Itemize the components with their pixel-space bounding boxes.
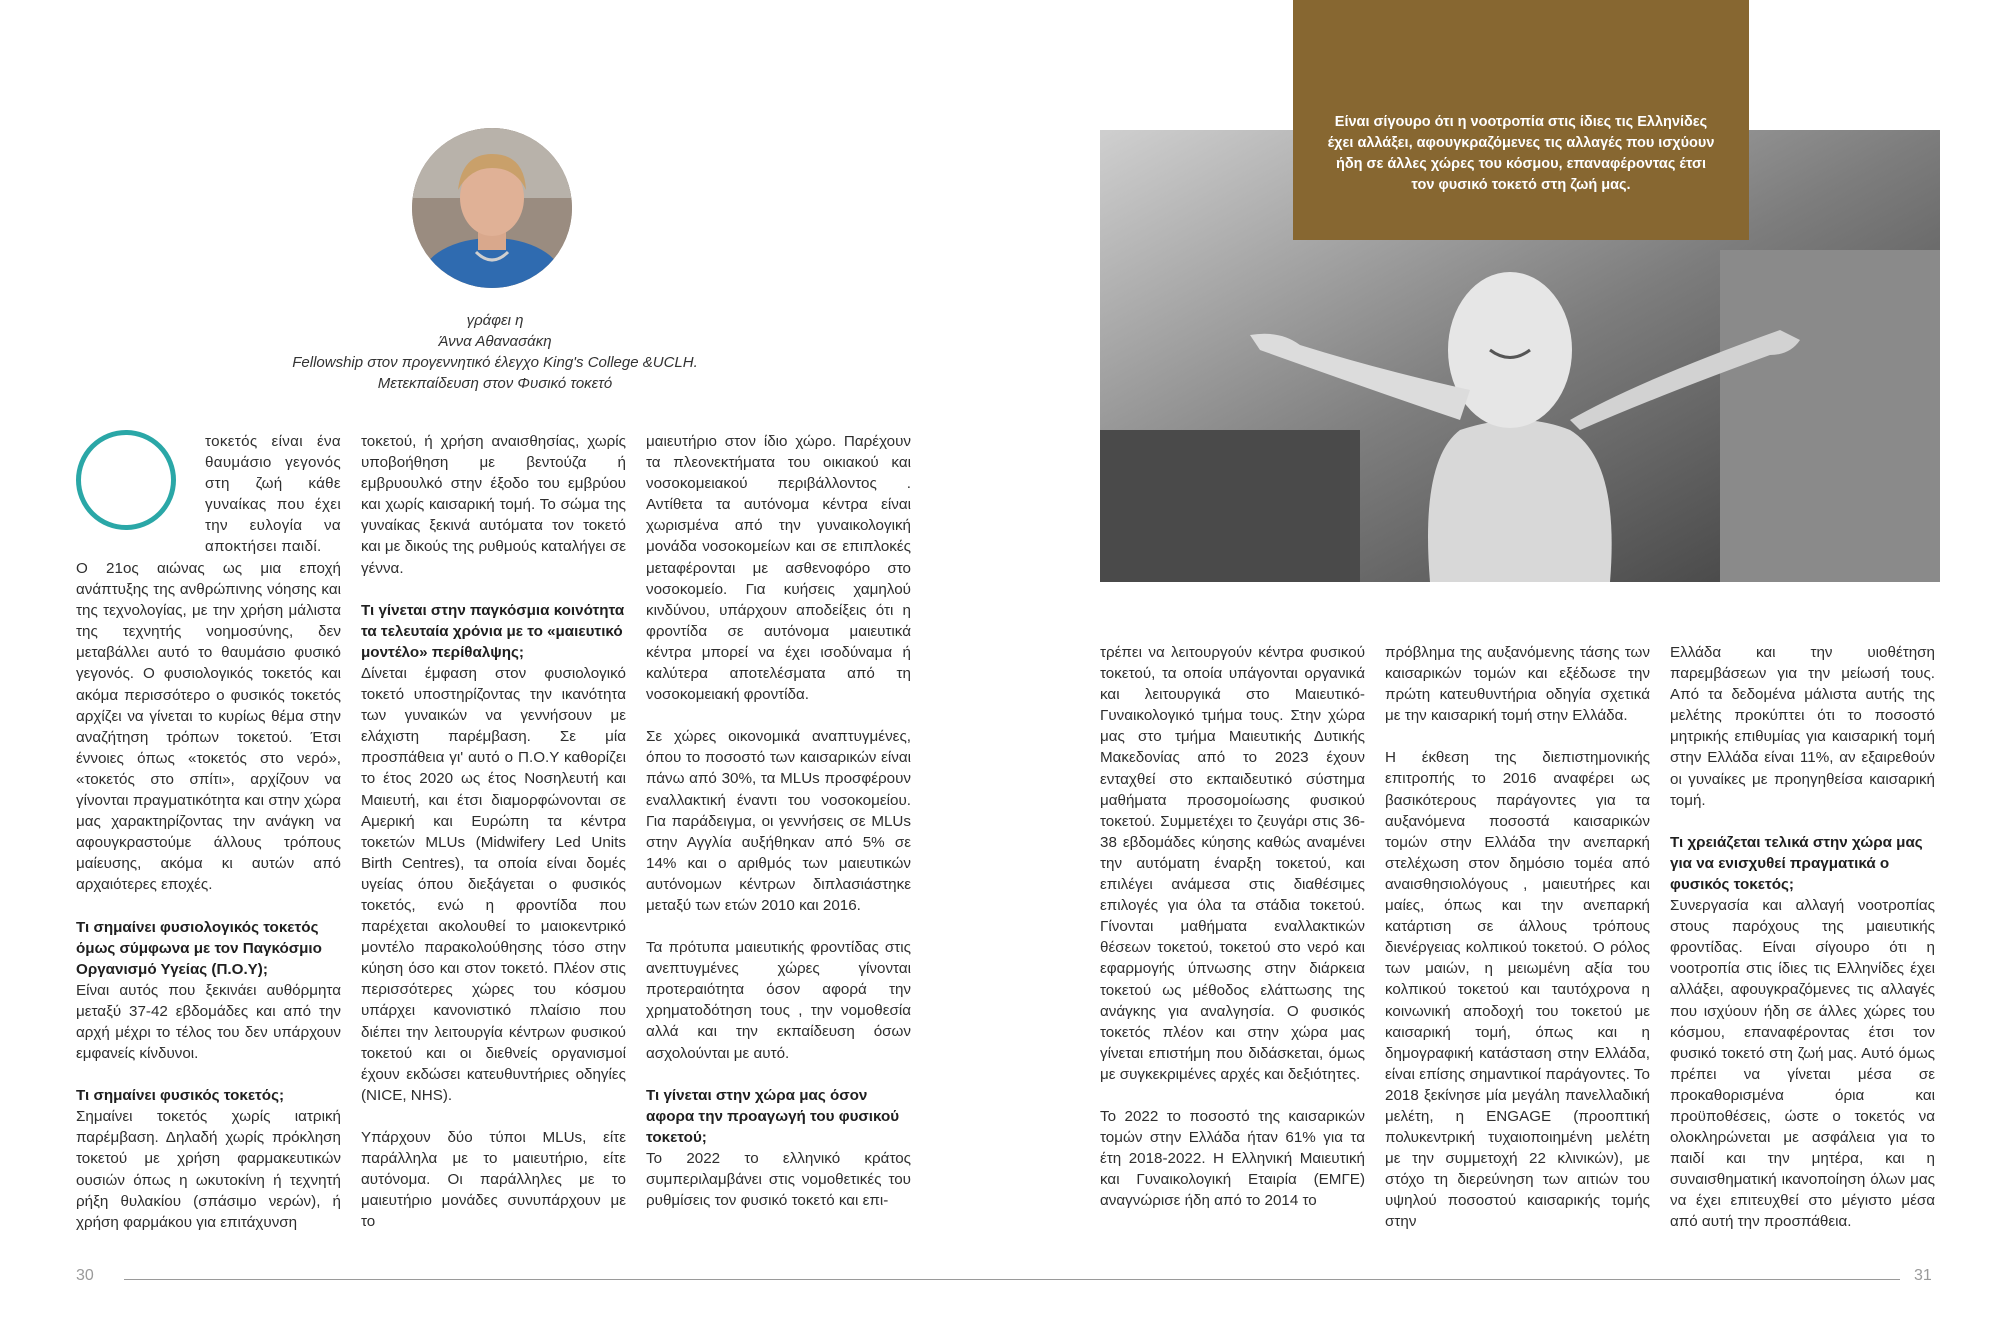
paragraph: Είναι αυτός που ξεκινάει αυθόρμητα μεταξύ 37-42 εβδομάδες και από την αρχή μέχρι το τέλος του δεν υπάρχουν εμφανείς κίνδυνοι. [76,981,341,1063]
subheading: Τι γίνεται στην παγκόσμια κοινότητα τα τελευταία χρόνια με το «μαιευτικό μοντέλο» περίθαλψης; [361,601,625,661]
subheading: Τι γίνεται στην χώρα μας όσον αφορα την προαγωγή του φυσικού τοκετού; [646,1086,900,1146]
paragraph: Υπάρχουν δύο τύποι MLUs, είτε παράλληλα με το μαιευτήριο, είτε αυτόνομα. Οι παράλληλες με το μαιευτήριο μονάδες συνυπάρχουν με το [361,1128,626,1231]
subheading: Τι σημαίνει φυσιολογικός τοκετός όμως σύμφωνα με τον Παγκόσμιο Οργανισμό Υγείας (Π.Ο.Υ); [76,918,322,978]
left-column-3 [646,431,911,1232]
author-credential-1: Fellowship στον προγεννητικό έλεγχο King's College &UCLH. [292,354,698,371]
paragraph: Ελλάδα και την υιοθέτηση παρεμβάσεων για την μείωσή τους. Από τα δεδομένα μάλιστα αυτής της μελέτης προκύπτει ότι το ποσοστό μητρικής επιθυμίας για καισαρική τομή στην Ελλάδα είναι 11%, αν εξαιρεθούν οι γυναίκες με προηγηθείσα καισαρική τομή. [1670,644,1935,809]
intro-text: τοκετός είναι ένα θαυμάσιο γεγονός στη ζωή κάθε γυναίκας που έχει την ευλογία να αποκτήσει παιδί. [205,433,341,556]
author-name: Άννα Αθανασάκη [438,333,552,350]
paragraph: μαιευτήριο στον ίδιο χώρο. Παρέχουν τα πλεονεκτήματα του οικιακού και νοσοκομειακού περιβάλλοντος . Αντίθετα τα αυτόνομα κέντρα είναι χωρισμένα από την γυναικολογική μονάδα νοσοκομείων και σε επιπλοκές μεταφέρονται με ασθενοφόρο στο νοσοκομείο. Για κυήσεις χαμηλού κινδύνου, υπάρχουν αποδείξεις ότι η φροντίδα σε αυτόνομα μαιευτικά κέντρα μπορεί να έχει ισοδύναμα ή καλύτερα αποτελέσματα από τη νοσοκομειακή φροντίδα. [646,433,911,704]
dropcap-o [76,430,176,530]
paragraph: Δίνεται έμφαση στον φυσιολογικό τοκετό υποστηρίζοντας την ικανότητα των γυναικών να γεννήσουν με ελάχιστη παρέμβαση. Σε μία προσπάθεια γι' αυτό ο Π.Ο.Υ καθορίζει το έτος 2020 ως έτος Νοσηλευτή και Μαιευτή, και έτσι διαμορφώνονται σε Αμερική και Ευρώπη τα κέντρα τοκετών MLUs (Midwifery Led Units Birth Centres), τα οποία είναι δομές υγείας όπου διεξάγεται ο φυσικός τοκετός, ενώ η φροντίδα που παρέχεται ακολουθεί το μαιοκεντρικό μοντέλο παρακολούθησης τόσο στην κύηση όσο και στον τοκετό. Πλέον στις περισσότερες χώρες του κόσμου υπάρχει κανονιστικό πλαίσιο που διέπει την λειτουργία κέντρων φυσικού τοκετού και οι διεθνείς οργανισμοί έχουν εκδώσει κατευθυντήριες οδηγίες (NICE, NHS). [361,664,626,1104]
page-number-left: 30 [76,1267,94,1284]
right-column-2 [1385,642,1650,1254]
paragraph: Τα πρότυπα μαιευτικής φροντίδας στις ανεπτυγμένες χώρες γίνονται προτεραιότητα όσον αφορά την χρηματοδότηση τους , την νομοθεσία αλλά και την εκπαίδευση όσων ασχολούνται με αυτό. [646,939,911,1062]
paragraph: Συνεργασία και αλλαγή νοοτροπίας στους παρόχους της μαιευτικής φροντίδας. Είναι σίγουρο ότι η νοοτροπία στις ίδιες τις Ελληνίδες έχει αλλάξει, αφουγκραζόμενες τις αλλαγές που ισχύουν ήδη σε άλλες χώρες του κόσμου, επαναφέροντας έτσι τον φυσικό τοκετό στη ζωή μας. Αυτό όμως πρέπει να γίνεται μέσα σε προκαθορισμένα όρια και προϋποθέσεις, ώστε ο τοκετός να ολοκληρώνεται με ασφάλεια για το παιδί και την μητέρα, και η συναισθηματική ικανοποίηση όλων μας να έχει επιτευχθεί στο μέγιστο μέσα από αυτή την προσπάθεια. [1670,897,1935,1231]
byline-writes: γράφει η [466,312,524,329]
paragraph: Ο 21ος αιώνας ως μια εποχή ανάπτυξης της ανθρώπινης νόησης και της τεχνολογίας, με την χρήση μάλιστα της τεχνητής νοημοσύνης, δεν μεταβάλλει αυτό το θαυμάσιο φυσικό γεγονός. Ο φυσιολογικός τοκετός και ακόμα περισσότερο ο φυσικός τοκετός αρχίζει να γίνεται το κυρίως θέμα στην αναζήτηση τρόπων τοκετού. Έτσι έννοιες όπως «τοκετός στο νερό», «τοκετός στο σπίτι», αρχίζουν να γίνονται πραγματικότητα και στην χώρα μας χαρακτηρίζοντας την ανάγκη να αφουγκραστούμε άλλους τρόπους μαίευσης, ακόμα κι αυτών από αρχαιότερες εποχές. [76,560,341,894]
left-column-2 [361,431,626,1253]
paragraph: Σημαίνει τοκετός χωρίς ιατρική παρέμβαση. Δηλαδή χωρίς πρόκληση τοκετού με χρήση φαρμακευτικών ουσιών όπως η ωκυτοκίνη ή τεχνητή ρήξη θυλακίου (σπάσιμο νερών), ή χρήση φαρμάκου για επιτάχυνση [76,1108,341,1231]
paragraph: Το 2022 το ποσοστό της καισαρικών τομών στην Ελλάδα ήταν 61% για τα έτη 2018-2022. Η Ελληνική Μαιευτική και Γυναικολογική Εταιρία (ΕΜΓΕ) αναγνώρισε ήδη από το 2014 το [1100,1107,1365,1210]
subheading: Τι σημαίνει φυσικός τοκετός; [76,1087,285,1105]
paragraph: Σε χώρες οικονομικά αναπτυγμένες, όπου το ποσοστό των καισαρικών είναι πάνω από 30%, τα MLUs προσφέρουν εναλλακτική έναντι του νοσοκομείου. Για παράδειγμα, οι γεννήσεις σε MLUs στην Αγγλία αυξήθηκαν από 5% σε 14% και ο αριθμός των μαιευτικών αυτόνομων κέντρων διπλασιάστηκε μεταξύ των ετών 2010 και 2016. [646,728,911,914]
right-page [1000,0,2000,1333]
left-column-1 [76,558,341,1254]
subheading: Τι χρειάζεται τελικά στην χώρα μας για να ενισχυθεί πραγματικά ο φυσικός τοκετός; [1670,833,1923,893]
right-column-1 [1100,642,1365,1232]
portrait-photo [412,128,572,288]
author-credential-2: Μετεκπαίδευση στον Φυσικό τοκετό [377,375,613,392]
pull-quote: Είναι σίγουρο ότι η νοοτροπία στις ίδιες τις Ελληνίδες έχει αλλάξει, αφουγκραζόμενες τις αλλαγές που ισχύουν ήδη σε άλλες χώρες του κόσμου, επαναφέροντας έτσι τον φυσικό τοκετό στη ζωή μας. [1327,114,1715,193]
author-avatar [412,128,572,288]
paragraph: Η έκθεση της διεπιστημονικής επιτροπής το 2016 αναφέρει ως βασικότερους παράγοντες για τα αυξανόμενα ποσοστά καισαρικών τομών στην Ελλάδα την ανεπαρκή στελέχωση στον δημόσιο τομέα από αναισθησιολόγους , μαιευτήρες και μαίες, όπως και την ανεπαρκή κατάρτιση σε άλλους τρόπους διενέργειας κολπικού τοκετού. Ο ρόλος των μαιών, η μειωμένη αξία του κολπικού τοκετού και ταυτόχρονα η κοινωνική αποδοχή του τοκετού με καισαρική τομή, όπως και η δημογραφική κατάσταση στην Ελλάδα, είναι επίσης σημαντικοί παράγοντες. Το 2018 ξεκίνησε μία μεγάλη πανελλαδική μελέτη, η ENGAGE (προοπτική πολυκεντρική τυχαιοποιημένη μελέτη με την συμμετοχή 22 κλινικών), με στόχο τη διερεύνηση των αιτιών του υψηλού ποσοστού καισαρικής τομής στην [1385,749,1650,1231]
author-byline [230,310,760,394]
footer-rule [124,1279,1900,1280]
paragraph: Το 2022 το ελληνικό κράτος συμπεριλαμβάνει στις νομοθετικές του ρυθμίσεις τον φυσικό τοκετό και επι- [646,1149,911,1210]
paragraph: τρέπει να λειτουργούν κέντρα φυσικού τοκετού, τα οποία υπάγονται οργανικά και λειτουργικά στο Μαιευτικό-Γυναικολογικό τμήμα τους. Στην χώρα μας στο τμήμα Μαιευτικής Δυτικής Μακεδονίας από το 2023 έχουν ενταχθεί στο εκπαιδευτικό σύστημα μαθήματα προσομοίωσης φυσικού τοκετού. Συμμετέχει το ζευγάρι στις 36-38 εβδομάδες κύησης καθώς αναμένει την αυτόματη έναρξη τοκετού, και επιλέγει ανάμεσα στις διαθέσιμες επιλογές για όλα τα στάδια τοκετού. Γίνονται μαθήματα εναλλακτικών θέσεων τοκετού, τοκετού στο νερό και εφαρμογής ύπνωσης στην διάρκεια τοκετού ως μέθοδος ελάττωσης της ανάγκης για αναλγησία. Ο φυσικός τοκετός πλέον και στην χώρα μας γίνεται επιστήμη που διδάσκεται, όμως με συγκεκριμένες αρχές και δεξιότητες. [1100,644,1365,1083]
pull-quote-box [1293,0,1749,240]
page-number-right: 31 [1914,1267,1932,1284]
paragraph: τοκετού, ή χρήση αναισθησίας, χωρίς υποβοήθηση με βεντούζα ή εμβρυουλκό στην έξοδο του εμβρύου και χωρίς καισαρική τομή. Το σώμα της γυναίκας ξεκινά αυτόματα τον τοκετό και με δικούς της ρυθμούς καταλήγει σε γέννα. [361,433,626,577]
paragraph: πρόβλημα της αυξανόμενης τάσης των καισαρικών τομών και εξέδωσε την πρώτη κατευθυντήρια οδηγία σχετικά με την καισαρική τομή στην Ελλάδα. [1385,644,1650,725]
right-column-3 [1670,642,1935,1254]
